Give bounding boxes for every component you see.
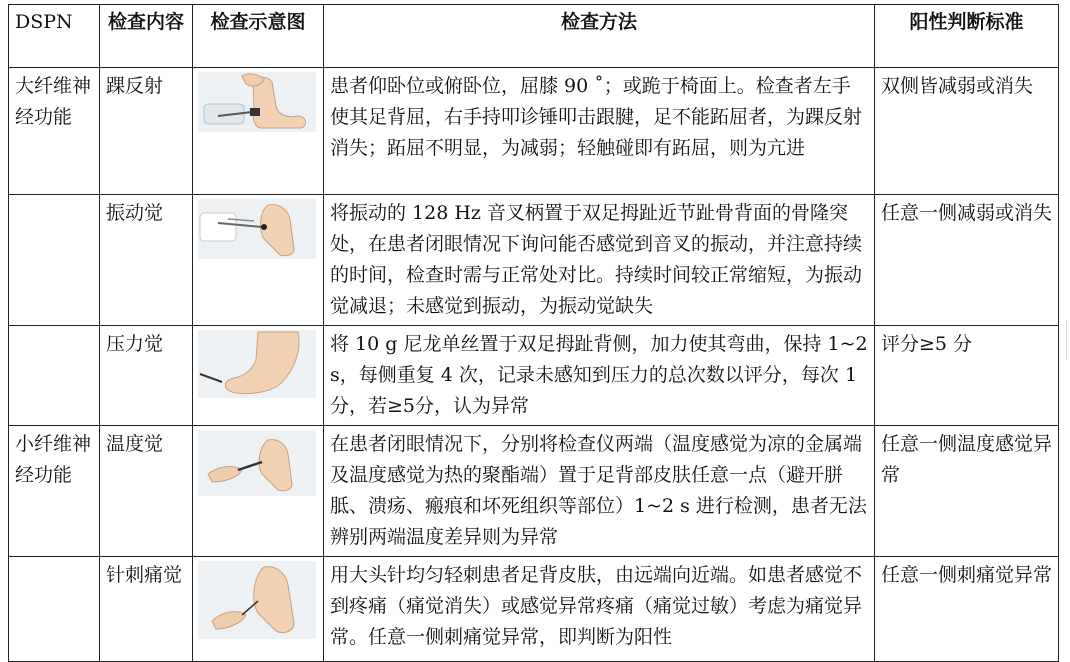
category-cell bbox=[9, 557, 100, 662]
page-edge-mark bbox=[1066, 320, 1067, 360]
category-cell: 小纤维神经功能 bbox=[9, 426, 100, 557]
header-row bbox=[9, 5, 1059, 68]
criteria-cell: 任意一侧温度感觉异常 bbox=[875, 426, 1059, 557]
item-cell: 压力觉 bbox=[100, 326, 193, 426]
table-row bbox=[9, 557, 1059, 662]
pin-prick-icon bbox=[198, 561, 316, 639]
item-cell: 温度觉 bbox=[100, 426, 193, 557]
header-criteria: 阳性判断标准 bbox=[875, 5, 1059, 68]
header-dspn: DSPN bbox=[9, 5, 100, 68]
diagram-cell bbox=[193, 326, 324, 426]
temperature-probe-icon bbox=[198, 430, 316, 496]
method-cell: 在患者闭眼情况下，分别将检查仪两端（温度感觉为凉的金属端及温度感觉为热的聚酯端）置于足背部皮肤任意一点（避开胼胝、溃疡、瘢痕和坏死组织等部位）1~2 s 进行检测，患者无法辨别两端温度差异则为异常 bbox=[324, 426, 875, 557]
diagram-cell bbox=[193, 68, 324, 195]
table-row bbox=[9, 68, 1059, 195]
header-diagram: 检查示意图 bbox=[193, 5, 324, 68]
diagram-cell bbox=[193, 426, 324, 557]
monofilament-icon bbox=[198, 330, 316, 398]
method-cell: 用大头针均匀轻刺患者足背皮肤，由远端向近端。如患者感觉不到疼痛（痛觉消失）或感觉异常疼痛（痛觉过敏）考虑为痛觉异常。任意一侧刺痛觉异常，即判断为阳性 bbox=[324, 557, 875, 662]
header-method: 检查方法 bbox=[324, 5, 875, 68]
criteria-cell: 双侧皆减弱或消失 bbox=[875, 68, 1059, 195]
diagram-cell bbox=[193, 195, 324, 326]
table-row bbox=[9, 195, 1059, 326]
item-cell: 针刺痛觉 bbox=[100, 557, 193, 662]
method-cell: 将 10 g 尼龙单丝置于双足拇趾背侧，加力使其弯曲，保持 1~2 s，每侧重复 4 次，记录未感知到压力的总次数以评分，每次 1 分，若≥5分，认为异常 bbox=[324, 326, 875, 426]
diagram-cell bbox=[193, 557, 324, 662]
criteria-cell: 评分≥5 分 bbox=[875, 326, 1059, 426]
item-cell: 振动觉 bbox=[100, 195, 193, 326]
criteria-cell: 任意一侧减弱或消失 bbox=[875, 195, 1059, 326]
item-cell: 踝反射 bbox=[100, 68, 193, 195]
table-row bbox=[9, 426, 1059, 557]
criteria-cell: 任意一侧刺痛觉异常 bbox=[875, 557, 1059, 662]
category-cell bbox=[9, 195, 100, 326]
category-cell bbox=[9, 326, 100, 426]
table-row bbox=[9, 326, 1059, 426]
ankle-reflex-hammer-icon bbox=[198, 72, 316, 132]
header-item: 检查内容 bbox=[100, 5, 193, 68]
tuning-fork-icon bbox=[198, 199, 316, 259]
dspn-exam-table bbox=[8, 4, 1059, 662]
category-cell: 大纤维神经功能 bbox=[9, 68, 100, 195]
method-cell: 患者仰卧位或俯卧位，屈膝 90 ˚；或跪于椅面上。检查者左手使其足背屈，右手持叩诊锤叩击跟腱，足不能跖屈者，为踝反射消失；跖屈不明显，为减弱；轻触碰即有跖屈，则为亢进 bbox=[324, 68, 875, 195]
method-cell: 将振动的 128 Hz 音叉柄置于双足拇趾近节趾骨背面的骨隆突处，在患者闭眼情况下询问能否感觉到音叉的振动，并注意持续的时间，检查时需与正常处对比。持续时间较正常缩短，为振动觉减退；未感觉到振动，为振动觉缺失 bbox=[324, 195, 875, 326]
